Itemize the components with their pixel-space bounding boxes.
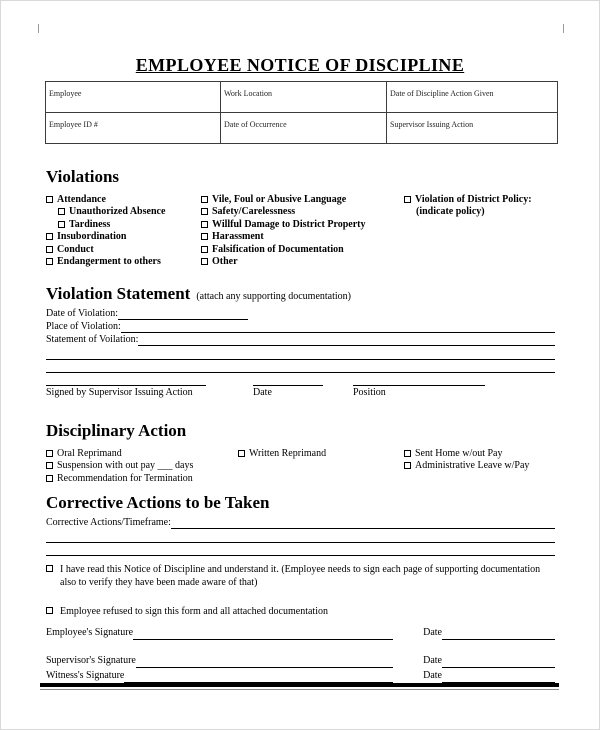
header-table (45, 81, 558, 144)
employee-signature-row (46, 627, 555, 641)
checkbox[interactable] (58, 221, 65, 228)
action-administrative-leave (404, 460, 529, 473)
checkbox-label: Oral Reprimand (57, 447, 122, 459)
violation-tardiness (58, 218, 165, 231)
violation-attendance (46, 193, 165, 206)
violations-column-2 (201, 193, 366, 268)
corrective-blank-line[interactable] (46, 543, 555, 556)
checkbox-label: Willful Damage to District Property (212, 218, 366, 230)
employee-id-field-label: Employee ID # (49, 120, 98, 129)
table-row (46, 113, 558, 144)
ack-read-notice (46, 563, 550, 589)
checkbox[interactable] (46, 462, 53, 469)
action-oral-reprimand (46, 447, 193, 460)
statement-of-violation-label: Statement of Voilation: (46, 334, 139, 345)
checkbox-label: Sent Home w/out Pay (415, 447, 503, 459)
supervisor-signature-label: Supervisor's Signature (46, 655, 136, 666)
date-of-violation-input[interactable] (118, 308, 248, 320)
checkbox-label: Endangerment to others (57, 256, 161, 268)
checkbox-label: Conduct (57, 243, 94, 255)
corrective-actions-section (46, 493, 555, 556)
checkbox-label: Harassment (212, 231, 264, 243)
employee-field[interactable] (46, 82, 221, 113)
work-location-field-label: Work Location (224, 89, 273, 98)
corrective-blank-line[interactable] (46, 530, 555, 543)
disciplinary-column-2 (238, 447, 326, 460)
date-label: Date (423, 670, 442, 681)
witness-signature-label: Witness's Signature (46, 670, 125, 681)
violation-unauthorized-absence (58, 206, 165, 219)
date-discipline-given-field-label: Date of Discipline Action Given (390, 89, 494, 98)
checkbox-label: Administrative Leave w/Pay (415, 460, 530, 472)
checkbox-label: Attendance (57, 193, 106, 205)
read-notice-text: I have read this Notice of Discipline and understand it. (Employee needs to sign each page of supporting documentation also to verify they have been made aware of that) (60, 564, 541, 588)
signatures-section (46, 625, 555, 685)
disciplinary-column-3 (404, 447, 529, 472)
checkbox[interactable] (201, 246, 208, 253)
violation-endangerment (46, 256, 165, 269)
disciplinary-options (46, 447, 555, 489)
refused-sign-text: Employee refused to sign this form and all attached documentation (60, 606, 328, 617)
checkbox[interactable] (201, 196, 208, 203)
checkbox-label: Insubordination (57, 231, 127, 243)
statement-of-violation-row (46, 334, 555, 347)
place-of-violation-label: Place of Violation: (46, 321, 121, 332)
signature-segments-row (46, 373, 555, 387)
date-label: Date (423, 655, 442, 666)
supervisor-issuing-field[interactable] (387, 113, 558, 144)
violation-other (201, 256, 366, 269)
signed-by-supervisor-label: Signed by Supervisor Issuing Action (46, 387, 193, 398)
employee-signature-input[interactable] (133, 627, 393, 640)
footer-rule (40, 683, 559, 690)
supervisor-date-input[interactable] (442, 655, 555, 668)
violations-column-3 (404, 193, 532, 218)
place-of-violation-input[interactable] (121, 321, 555, 333)
checkbox[interactable] (404, 450, 411, 457)
checkbox[interactable] (46, 450, 53, 457)
violation-statement-heading: Violation Statement (46, 284, 191, 303)
checkbox[interactable] (46, 475, 53, 482)
checkbox[interactable] (404, 196, 411, 203)
violation-insubordination (46, 231, 165, 244)
violation-vile-language (201, 193, 366, 206)
checkbox-label: Violation of District Policy: (415, 193, 532, 205)
checkbox[interactable] (201, 221, 208, 228)
corrective-actions-heading: Corrective Actions to be Taken (46, 493, 270, 512)
place-of-violation-row (46, 321, 555, 334)
date-column-label: Date (253, 387, 272, 398)
table-row (46, 82, 558, 113)
checkbox-label: Tardiness (69, 218, 111, 230)
action-recommendation-termination (46, 472, 193, 485)
supervisor-issuing-field-label: Supervisor Issuing Action (390, 120, 474, 129)
witness-signature-input[interactable] (124, 670, 393, 683)
corrective-timeframe-row (46, 517, 555, 530)
violation-conduct (46, 243, 165, 256)
checkbox[interactable] (46, 196, 53, 203)
refused-sign-checkbox[interactable] (46, 607, 53, 614)
checkbox[interactable] (46, 233, 53, 240)
violation-safety-carelessness (201, 206, 366, 219)
employee-signature-label: Employee's Signature (46, 627, 134, 638)
acknowledgement-section (46, 563, 555, 625)
position-column-label: Position (353, 387, 386, 398)
checkbox-label: Other (212, 256, 238, 268)
form-title: EMPLOYEE NOTICE OF DISCIPLINE (135, 55, 465, 75)
checkbox[interactable] (201, 233, 208, 240)
statement-blank-line[interactable] (46, 347, 555, 360)
disciplinary-action-heading: Disciplinary Action (46, 421, 187, 440)
checkbox-label: Unauthorized Absence (69, 206, 166, 218)
position-input[interactable] (353, 385, 485, 386)
signed-date-input[interactable] (253, 385, 323, 386)
action-written-reprimand (238, 447, 326, 460)
checkbox-label: Recommendation for Termination (57, 472, 193, 484)
violation-district-policy-note (416, 206, 532, 219)
violations-options (46, 193, 555, 273)
checkbox[interactable] (201, 208, 208, 215)
statement-blank-line[interactable] (46, 360, 555, 373)
disciplinary-action-section (46, 421, 555, 489)
checkbox[interactable] (201, 258, 208, 265)
ack-refused-to-sign (46, 605, 555, 618)
date-discipline-given-field[interactable] (387, 82, 558, 113)
violation-falsification (201, 243, 366, 256)
checkbox-label: Falsification of Documentation (212, 243, 344, 255)
action-suspension-without-pay (46, 460, 193, 473)
violation-district-policy (404, 193, 532, 206)
violation-statement-heading-row (46, 284, 555, 304)
violation-statement-section (46, 284, 555, 400)
date-occurrence-field-label: Date of Occurrence (224, 120, 287, 129)
violation-statement-note: (attach any supporting documentation) (196, 291, 352, 302)
statement-of-violation-input[interactable] (138, 334, 555, 346)
checkbox[interactable] (238, 450, 245, 457)
date-occurrence-field[interactable] (221, 113, 387, 144)
date-label: Date (423, 627, 442, 638)
employee-field-label: Employee (49, 89, 82, 98)
checkbox-label: Vile, Foul or Abusive Language (212, 193, 347, 205)
violation-harassment (201, 231, 366, 244)
crop-mark (38, 24, 39, 33)
supervisor-signature-input[interactable] (46, 385, 206, 386)
checkbox[interactable] (46, 258, 53, 265)
checkbox-label: Written Reprimand (249, 447, 327, 459)
disciplinary-column-1 (46, 447, 193, 485)
checkbox-label: (indicate policy) (416, 206, 485, 218)
violation-willful-damage (201, 218, 366, 231)
supervisor-signature-row (46, 655, 555, 669)
checkbox[interactable] (404, 462, 411, 469)
read-notice-checkbox[interactable] (46, 565, 53, 572)
witness-date-input[interactable] (442, 670, 555, 683)
signature-labels-row (46, 387, 555, 400)
violations-column-1 (46, 193, 165, 268)
crop-mark (563, 24, 564, 33)
date-of-violation-label: Date of Violation: (46, 308, 118, 319)
employee-date-input[interactable] (442, 627, 555, 640)
checkbox-label: Safety/Carelessness (212, 206, 296, 218)
corrective-timeframe-label: Corrective Actions/Timeframe: (46, 517, 171, 528)
employee-id-field[interactable] (46, 113, 221, 144)
violations-section (46, 167, 555, 273)
supervisor-signature-input[interactable] (136, 655, 393, 668)
checkbox[interactable] (58, 208, 65, 215)
corrective-timeframe-input[interactable] (171, 517, 555, 529)
date-of-violation-row (46, 308, 555, 321)
violations-heading: Violations (46, 167, 120, 186)
checkbox-label: Suspension with out pay ___ days (57, 460, 194, 472)
checkbox[interactable] (46, 246, 53, 253)
work-location-field[interactable] (221, 82, 387, 113)
action-sent-home-without-pay (404, 447, 529, 460)
witness-signature-row (46, 670, 555, 684)
